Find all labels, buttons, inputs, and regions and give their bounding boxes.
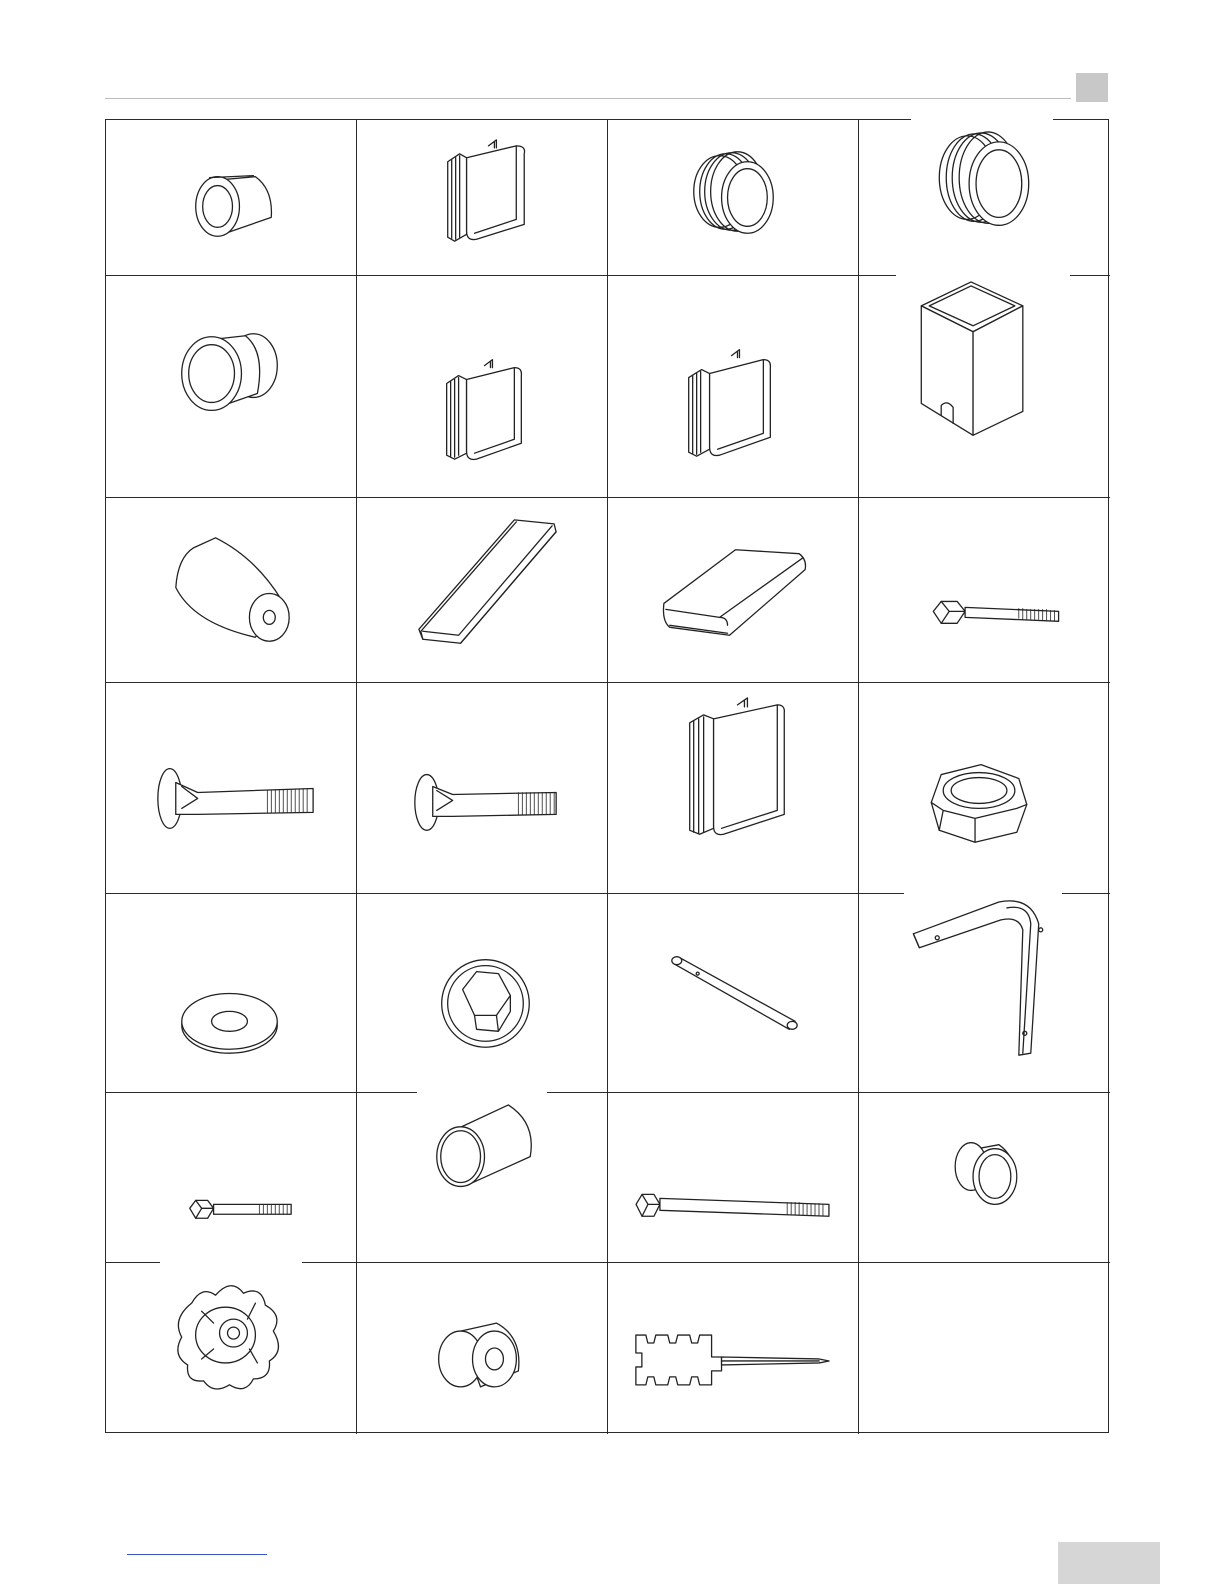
square-end-cap-icon — [608, 683, 858, 893]
section-tab — [1076, 73, 1108, 102]
square-end-cap-icon — [608, 276, 858, 497]
hex-socket-cap-icon — [357, 894, 607, 1092]
spacer-icon — [357, 1263, 607, 1434]
square-end-cap-icon — [357, 276, 607, 497]
parts-grid — [105, 119, 1109, 1433]
part-cell-24 — [859, 1093, 1110, 1263]
hex-bolt-icon — [106, 1093, 356, 1262]
part-cell-4 — [859, 120, 1110, 276]
part-cell-20 — [859, 894, 1110, 1093]
part-cell-19 — [608, 894, 859, 1093]
ribbed-plug-icon — [859, 120, 1110, 275]
page-number-badge — [1058, 1542, 1160, 1584]
washer-icon — [106, 894, 356, 1092]
part-cell-8 — [859, 276, 1110, 498]
knob-icon — [106, 1263, 356, 1434]
cylinder-spacer-icon — [106, 498, 356, 682]
header-rule — [105, 98, 1071, 99]
part-cell-7 — [608, 276, 859, 498]
part-cell-17 — [106, 894, 357, 1093]
line-gap — [911, 117, 1053, 121]
part-cell-2 — [357, 120, 608, 276]
square-end-cap-icon — [357, 120, 607, 275]
rectangular-cap-icon — [608, 498, 858, 682]
part-cell-13 — [106, 683, 357, 894]
ribbed-plug-icon — [608, 120, 858, 275]
part-cell-27 — [608, 1263, 859, 1434]
line-gap — [904, 891, 1062, 895]
carriage-bolt-icon — [357, 683, 607, 893]
wrench-tool-icon — [608, 1263, 858, 1434]
line-gap — [896, 273, 1070, 277]
handle-bar-icon — [859, 894, 1110, 1092]
part-cell-18 — [357, 894, 608, 1093]
part-cell-1 — [106, 120, 357, 276]
carriage-bolt-icon — [106, 683, 356, 893]
pin-icon — [608, 894, 858, 1092]
part-cell-23 — [608, 1093, 859, 1263]
part-cell-15 — [608, 683, 859, 894]
part-cell-25 — [106, 1263, 357, 1434]
flanged-bushing-icon — [106, 276, 356, 497]
hex-bolt-icon — [608, 1093, 858, 1262]
sleeve-icon — [357, 1093, 607, 1262]
part-cell-22 — [357, 1093, 608, 1263]
part-cell-28-empty — [859, 1263, 1110, 1434]
line-gap — [417, 1090, 547, 1094]
part-cell-26 — [357, 1263, 608, 1434]
part-cell-9 — [106, 498, 357, 683]
part-cell-21 — [106, 1093, 357, 1263]
part-cell-5 — [106, 276, 357, 498]
round-tube-plug-icon — [106, 120, 356, 275]
flat-cap-icon — [357, 498, 607, 682]
footer-link[interactable] — [127, 1554, 267, 1555]
part-cell-14 — [357, 683, 608, 894]
hex-nut-icon — [859, 683, 1110, 893]
line-gap — [160, 1260, 302, 1264]
part-cell-10 — [357, 498, 608, 683]
square-sleeve-icon — [859, 276, 1110, 497]
part-cell-6 — [357, 276, 608, 498]
part-cell-12 — [859, 498, 1110, 683]
hex-bolt-icon — [859, 498, 1110, 682]
part-cell-16 — [859, 683, 1110, 894]
part-cell-3 — [608, 120, 859, 276]
flanged-bushing-icon — [859, 1093, 1110, 1262]
part-cell-11 — [608, 498, 859, 683]
